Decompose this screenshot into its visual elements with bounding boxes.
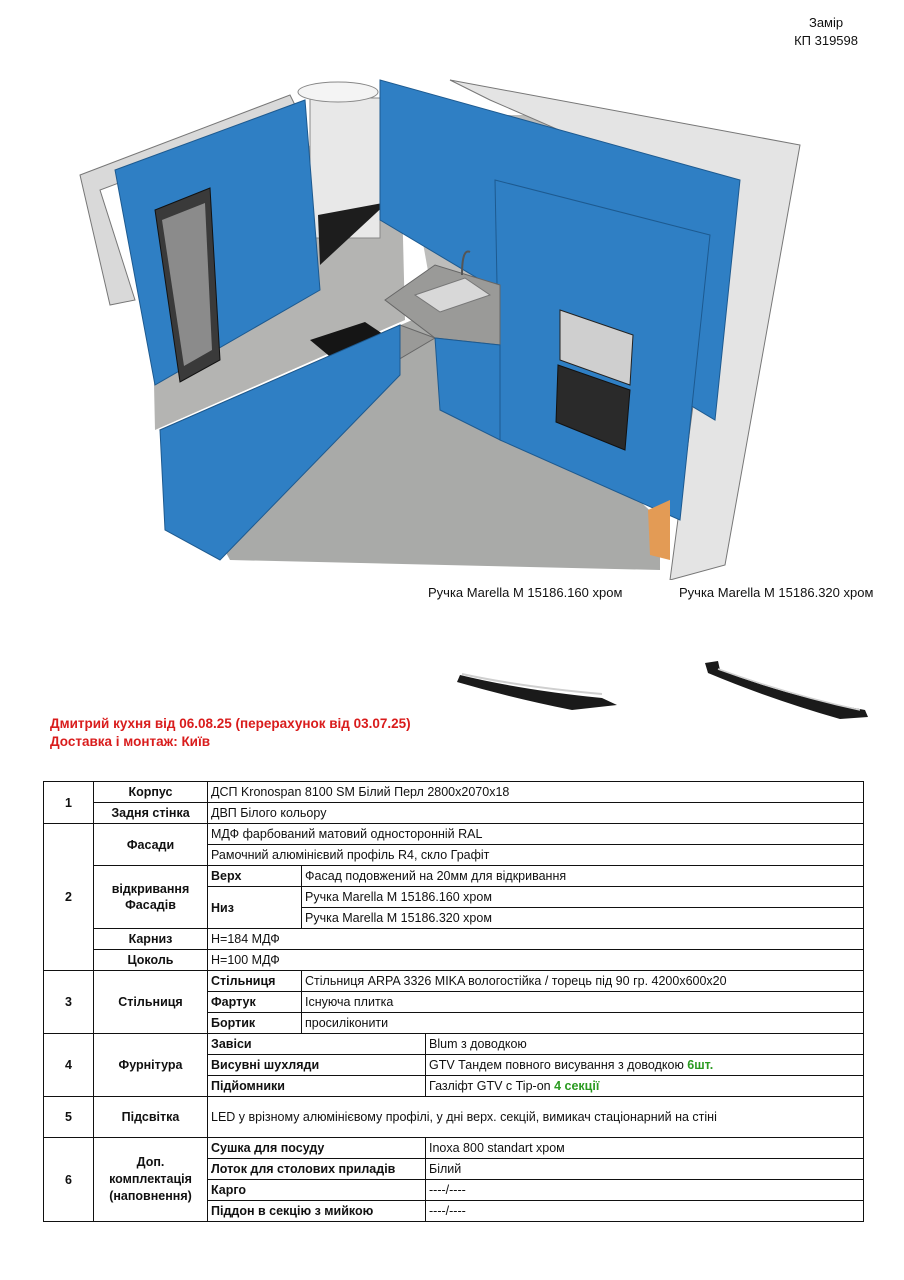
sink-tray-value: ----/---- [426,1201,864,1222]
lifts-count: 4 секції [554,1079,600,1093]
drawers-value: GTV Тандем повного висування з доводкою [429,1058,688,1072]
countertop-label: Стільниця [208,971,302,992]
plinth-value: H=100 МДФ [208,950,864,971]
table-row [44,803,864,824]
row-number: 4 [44,1034,94,1097]
lighting-value: LED у врізному алюмінієвому профілі, у дні верх. секцій, вимикач стаціонарний на стіні [208,1097,864,1138]
measure-label: Замір [808,15,844,30]
drawers-count: 6шт. [687,1058,714,1072]
handle-160-image [452,660,622,720]
cargo-label: Карго [208,1180,426,1201]
extras-label: Доп. комплектація (наповнення) [94,1138,208,1222]
korpus-value: ДСП Kronospan 8100 SM Білий Перл 2800x2070x18 [208,782,864,803]
row-number: 3 [44,971,94,1034]
order-line-2: Доставка і монтаж: Київ [50,734,211,749]
facades-value-1: МДФ фарбований матовий односторонній RAL [208,824,864,845]
handle-160-caption: Ручка Marella M 15186.160 хром [428,585,623,600]
back-panel-value: ДВП Білого кольору [208,803,864,824]
handle-320-caption: Ручка Marella M 15186.320 хром [679,585,874,600]
table-row [44,950,864,971]
tray-label: Лоток для столових приладів [208,1159,426,1180]
handle-320-image [700,655,875,725]
countertop-value: Стільниця ARPA 3326 MIKA вологостійка / торець під 90 гр. 4200x600x20 [302,971,864,992]
dryer-value: Inoxa 800 standart хром [426,1138,864,1159]
bottom-value-2: Ручка Marella M 15186.320 хром [302,908,864,929]
drawers-label: Висувні шухляди [208,1055,426,1076]
back-panel-label: Задня стінка [94,803,208,824]
edge-value: просиліконити [302,1013,864,1034]
row-number: 6 [44,1138,94,1222]
end-panel [648,500,670,560]
table-row [44,1034,864,1055]
row-number: 5 [44,1097,94,1138]
table-row [44,1138,864,1159]
edge-label: Бортик [208,1013,302,1034]
table-row [44,1097,864,1138]
table-row [44,929,864,950]
dryer-label: Сушка для посуду [208,1138,426,1159]
table-row [44,971,864,992]
opening-label: відкривання Фасадів [94,866,208,929]
quote-number: КП 319598 [794,33,858,48]
cargo-value: ----/---- [426,1180,864,1201]
lifts-label: Підйомники [208,1076,426,1097]
spec-table [43,781,864,1222]
korpus-label: Корпус [94,782,208,803]
drawers-cell [426,1055,864,1076]
hinges-label: Завіси [208,1034,426,1055]
top-value: Фасад подовжений на 20мм для відкривання [302,866,864,887]
cornice-label: Карниз [94,929,208,950]
hinges-value: Blum з доводкою [426,1034,864,1055]
kitchen-render [70,20,810,580]
sink-tray-label: Піддон в секцію з мийкою [208,1201,426,1222]
lifts-cell [426,1076,864,1097]
hardware-label: Фурнітура [94,1034,208,1097]
table-row [44,782,864,803]
lighting-label: Підсвітка [94,1097,208,1138]
order-line-1: Дмитрий кухня від 06.08.25 (перерахунок від 03.07.25) [50,716,411,731]
plinth-label: Цоколь [94,950,208,971]
table-row [44,866,864,887]
facades-value-2: Рамочний алюмінієвий профіль R4, скло Графіт [208,845,864,866]
table-row [44,824,864,845]
facades-label: Фасади [94,824,208,866]
hood-cap [298,82,378,102]
row-number: 1 [44,782,94,824]
bottom-label: Низ [208,887,302,929]
bottom-value-1: Ручка Marella M 15186.160 хром [302,887,864,908]
apron-value: Існуюча плитка [302,992,864,1013]
row-number: 2 [44,824,94,971]
apron-label: Фартук [208,992,302,1013]
lifts-value: Газліфт GTV с Tip-on [429,1079,555,1093]
top-label: Верх [208,866,302,887]
order-title [50,715,411,751]
countertop-group-label: Стільниця [94,971,208,1034]
cornice-value: H=184 МДФ [208,929,864,950]
tray-value: Білий [426,1159,864,1180]
